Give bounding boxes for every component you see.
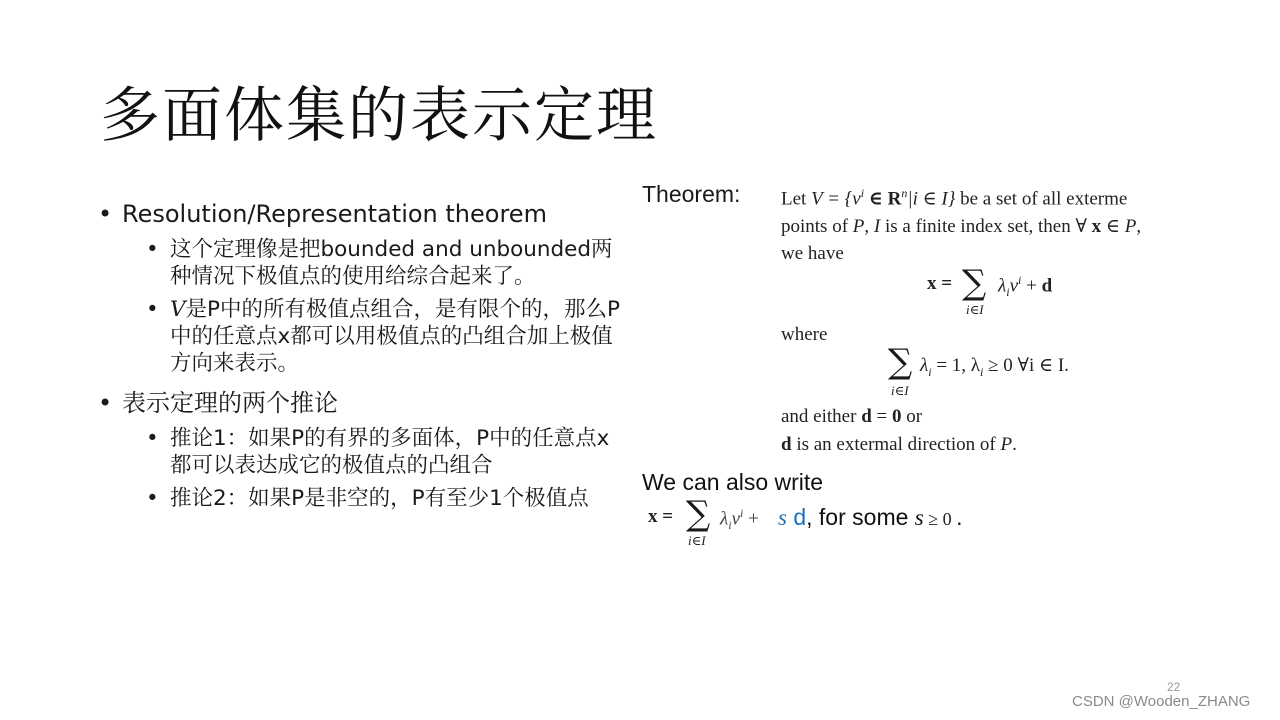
bullet-corollaries: • 表示定理的两个推论: [98, 387, 628, 419]
also-write-heading: We can also write: [642, 469, 824, 495]
theorem-label: Theorem:: [642, 181, 741, 207]
slide-title: 多面体集的表示定理: [100, 81, 658, 151]
sum-symbol: ∑: [962, 263, 987, 303]
sub-bullet-extreme-points-text: 是P中的所有极值点组合，是有限个的，那么P中的任意点x都可以用极值点的凸组合加上极值方向来表示。: [170, 297, 620, 376]
bullet-list: [98, 198, 628, 518]
theorem-line-2: points of P, I is a finite index set, then ∀ x ∈ P,: [781, 216, 1142, 237]
sum-symbol: ∑: [888, 342, 913, 382]
sub-bullet-extreme-points: [146, 296, 628, 377]
theorem-line-1: Let $V = \{v^i$ ∈ $R^n|i$ ∈ I} be a set of all exterme: [781, 186, 1128, 210]
page-number: 22: [1167, 680, 1181, 694]
theorem-extremal-direction: d is an extermal direction of P.: [781, 434, 1017, 455]
sum-symbol: ∑: [686, 494, 711, 534]
csdn-watermark: CSDN @Wooden_ZHANG: [1072, 693, 1251, 710]
sub-bullet-corollary-1: • 推论1：如果P的有界的多面体，P中的任意点x都可以表达成它的极值点的凸组合: [146, 425, 628, 479]
bullet-resolution-theorem: • Resolution/Representation theorem: [98, 198, 628, 230]
theorem-either: and either d = 0 or: [781, 406, 923, 427]
theorem-line-3: we have: [781, 243, 844, 264]
var-v: V: [170, 297, 186, 322]
sub-bullet-corollary-2: • 推论2：如果P是非空的，P有至少1个极值点: [146, 485, 628, 512]
theorem-where: where: [781, 324, 828, 345]
sub-bullet-combination: • 这个定理像是把bounded and unbounded两种情况下极值点的使用给综合起来了。: [146, 236, 628, 290]
